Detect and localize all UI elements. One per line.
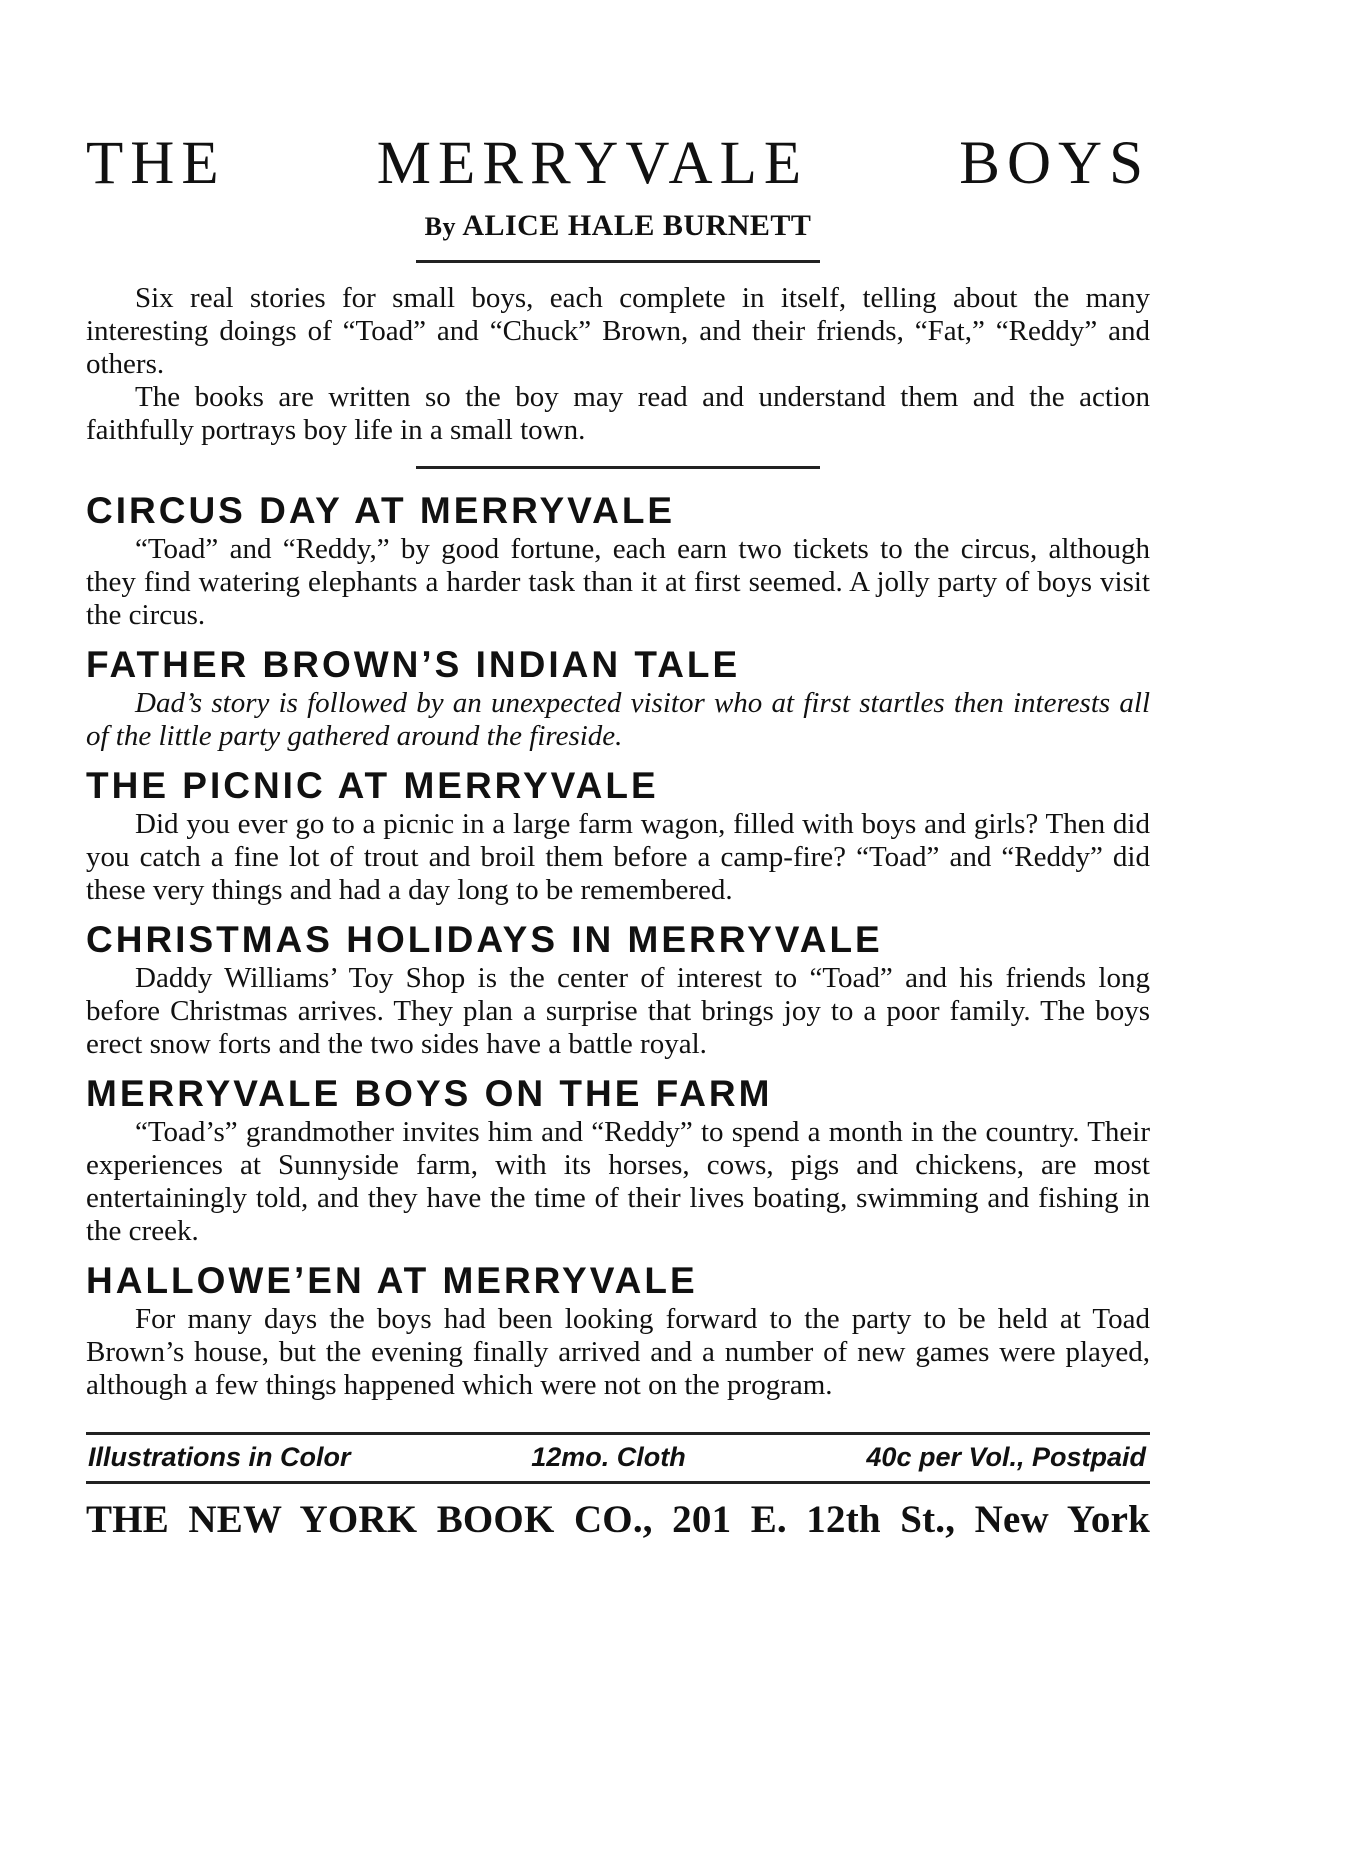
book-section — [86, 643, 1150, 753]
intro-paragraph: Six real stories for small boys, each complete in itself, telling about the many interesting doings of “Toad” and “Chuck” Brown, and their friends, “Fat,” “Reddy” and others. — [86, 282, 1150, 380]
byline — [86, 208, 1150, 245]
binding-note: 12mo. Cloth — [531, 1442, 686, 1472]
book-description: “Toad’s” grandmother invites him and “Reddy” to spend a month in the country. Their experiences at Sunnyside farm, with its horses, cows, pigs and chickens, are most entertainingly told, and they have the time of their lives boating, swimming and fishing in the creek. — [86, 1116, 1150, 1247]
divider — [416, 466, 820, 469]
footer-divider — [86, 1481, 1150, 1484]
book-section — [86, 489, 1150, 632]
book-title: MERRYVALE BOYS ON THE FARM — [86, 1073, 773, 1114]
book-title: HALLOWE’EN AT MERRYVALE — [86, 1260, 698, 1301]
book-title: CIRCUS DAY AT MERRYVALE — [86, 490, 676, 531]
book-title: THE PICNIC AT MERRYVALE — [86, 765, 659, 806]
author-name: ALICE HALE BURNETT — [462, 209, 812, 242]
illustrations-note: Illustrations in Color — [88, 1442, 351, 1472]
title-word: THE — [86, 130, 226, 197]
title-word: MERRYVALE — [376, 130, 809, 197]
footer-details — [86, 1435, 1150, 1479]
book-description: Dad’s story is followed by an unexpected visitor who at first startles then interests all of the little party gathered around the fireside. — [86, 687, 1150, 752]
byline-prefix: By — [424, 212, 456, 241]
book-title: CHRISTMAS HOLIDAYS IN MERRYVALE — [86, 919, 883, 960]
book-section — [86, 764, 1150, 907]
intro-paragraph: The books are written so the boy may read and understand them and the action faithfully portrays boy life in a small town. — [86, 381, 1150, 446]
title-word: BOYS — [959, 130, 1150, 197]
price-note: 40c per Vol., Postpaid — [866, 1442, 1146, 1472]
advertisement-page — [86, 128, 1150, 1546]
publisher-line: THE NEW YORK BOOK CO., 201 E. 12th St., New York — [86, 1498, 1150, 1541]
book-description: “Toad” and “Reddy,” by good fortune, each earn two tickets to the circus, although they find watering elephants a harder task than it at first seemed. A jolly party of boys visit the circus. — [86, 533, 1150, 631]
book-description: For many days the boys had been looking forward to the party to be held at Toad Brown’s house, but the evening finally arrived and a number of new games were played, although a few things happened which were not on the program. — [86, 1303, 1150, 1401]
book-description: Did you ever go to a picnic in a large farm wagon, filled with boys and girls? Then did you catch a fine lot of trout and broil them before a camp-fire? “Toad” and “Reddy” did these very things and had a day long to be remembered. — [86, 808, 1150, 906]
book-section — [86, 918, 1150, 1061]
book-section — [86, 1072, 1150, 1248]
book-description: Daddy Williams’ Toy Shop is the center of interest to “Toad” and his friends long before Christmas arrives. They plan a surprise that brings joy to a poor family. The boys erect snow forts and the two sides have a battle royal. — [86, 962, 1150, 1060]
divider — [416, 260, 820, 263]
book-title: FATHER BROWN’S INDIAN TALE — [86, 644, 741, 685]
page-title — [86, 128, 1150, 200]
book-section — [86, 1259, 1150, 1402]
